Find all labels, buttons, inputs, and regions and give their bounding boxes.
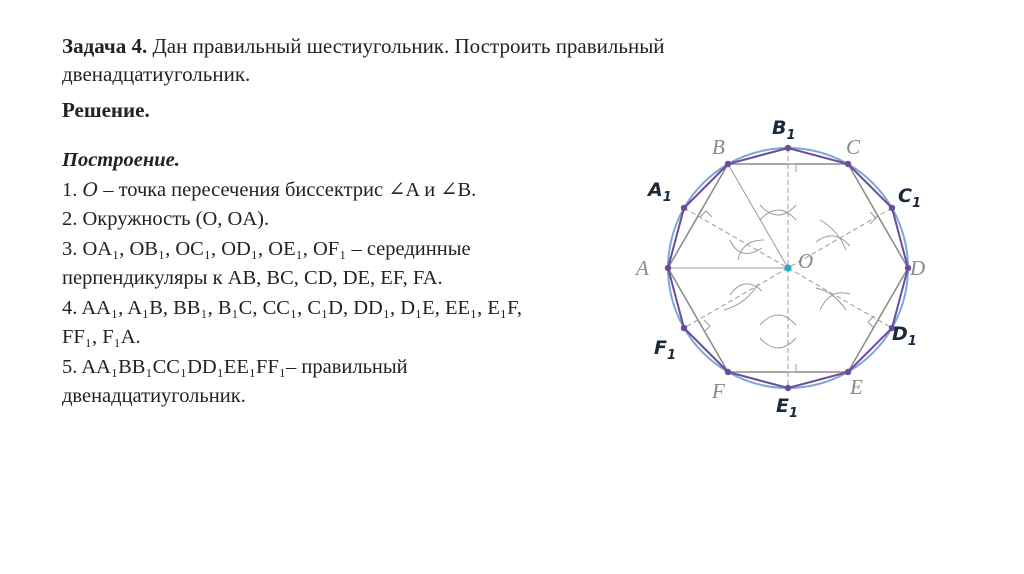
task-statement <box>62 32 822 88</box>
label-a: A <box>636 256 649 280</box>
step-1-number: 1. <box>62 178 78 201</box>
label-c1: $C_1$ <box>898 185 921 211</box>
label-o: O <box>798 249 814 273</box>
step-1 <box>62 176 632 206</box>
construction-steps <box>62 146 632 412</box>
step-4-line-1: 4. AA₁, A₁B, BB₁, B₁C, CC₁, C₁D, DD₁, D₁E, EE₁, E₁F, <box>62 296 522 319</box>
label-c: C <box>846 135 861 159</box>
construction-arcs <box>724 205 850 348</box>
label-b: B <box>712 135 725 159</box>
step-1-point: O <box>82 178 99 201</box>
solution-heading: Решение. <box>62 98 150 122</box>
label-d1: $D_1$ <box>892 323 917 349</box>
label-a1: $A_1$ <box>648 179 672 205</box>
center-point-o <box>785 265 792 272</box>
step-5-line-2: двенадцатиугольник. <box>62 385 246 407</box>
step-2: 2. Окружность (O, OA). <box>62 208 270 230</box>
step-3-line-1: 3. OA₁, OB₁, OC₁, OD₁, OE₁, OF₁ – серединные <box>62 237 471 260</box>
task-label: Задача 4. <box>62 34 148 58</box>
step-5-line-1: 5. AA₁BB₁CC₁DD₁EE₁FF₁– правильный <box>62 355 408 378</box>
step-1-text: – точка пересечения биссектрис ∠A и ∠B. <box>103 178 477 201</box>
label-d: D <box>910 256 926 280</box>
label-f: F <box>712 379 725 403</box>
label-b1: $B_1$ <box>772 117 796 143</box>
label-e1: $E_1$ <box>776 395 799 421</box>
construction-subhead: Построение. <box>62 149 180 171</box>
step-4-line-2: FF₁, F₁A. <box>62 326 141 348</box>
label-e: E <box>850 375 863 399</box>
geometry-figure <box>620 110 940 430</box>
step-3-line-2: перпендикуляры к AB, BC, CD, DE, EF, FA. <box>62 267 443 289</box>
label-f1: $F_1$ <box>654 337 677 363</box>
task-text: Дан правильный шестиугольник. Построить правильный двенадцатиугольник. <box>62 34 665 86</box>
